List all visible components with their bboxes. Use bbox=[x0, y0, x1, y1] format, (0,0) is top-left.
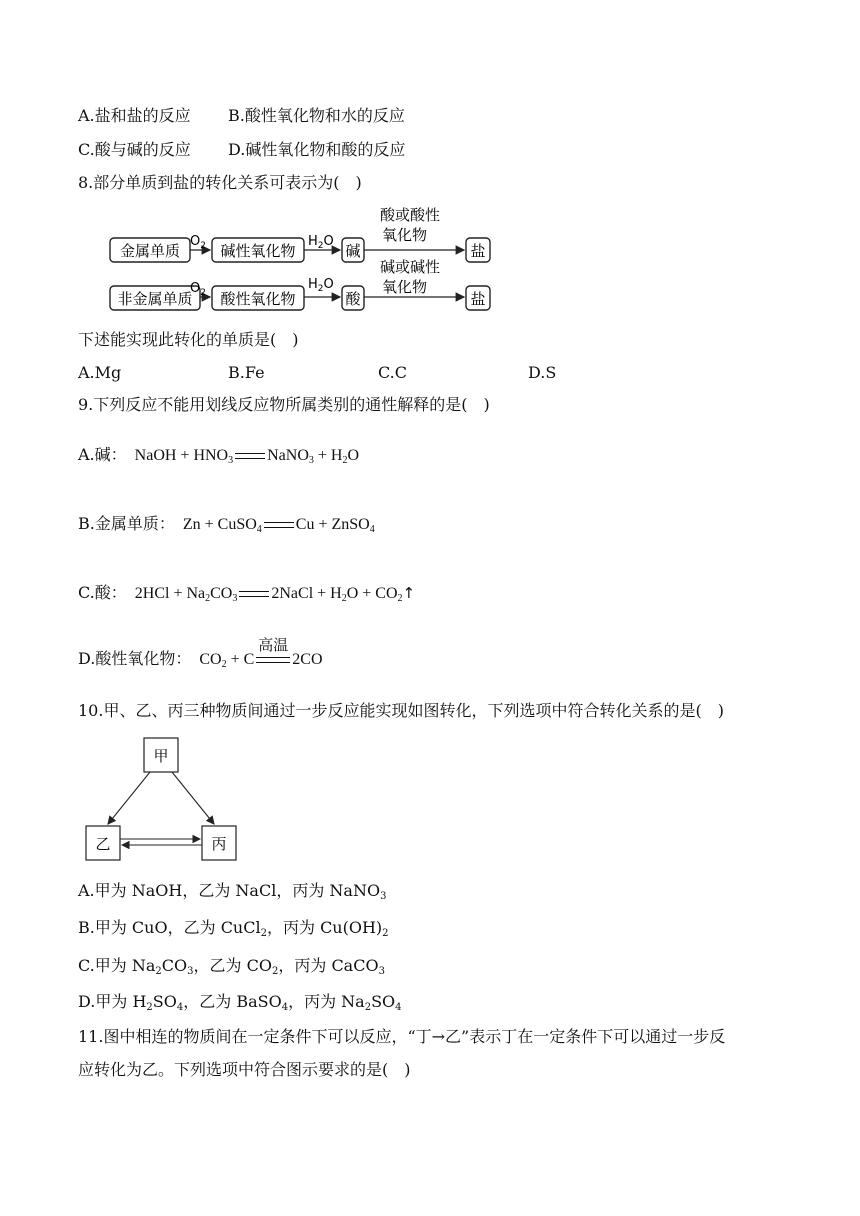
acid-label: 酸 bbox=[345, 290, 361, 308]
equals-sign bbox=[239, 591, 269, 597]
label-bing: 丙 bbox=[211, 835, 227, 853]
q7-option-a: A.盐和盐的反应 bbox=[78, 106, 191, 125]
q8-option-d: D.S bbox=[528, 363, 557, 382]
gas-up-arrow-icon: ↑ bbox=[402, 584, 416, 602]
label-jia: 甲 bbox=[153, 747, 169, 765]
q8-option-b: B.Fe bbox=[228, 363, 265, 382]
salt-label-1: 盐 bbox=[470, 242, 486, 260]
q8-option-c: C.C bbox=[378, 363, 407, 382]
q7-option-d: D.碱性氧化物和酸的反应 bbox=[228, 140, 406, 159]
q8-stem: 8.部分单质到盐的转化关系可表示为( ) bbox=[78, 173, 362, 192]
acidic-oxide-label: 酸性氧化物 bbox=[220, 290, 296, 308]
equals-sign bbox=[235, 453, 265, 459]
label-yi: 乙 bbox=[95, 835, 111, 853]
nonmetal-element-label: 非金属单质 bbox=[117, 290, 193, 308]
q10-stem: 10.甲、乙、丙三种物质间通过一步反应能实现如图转化，下列选项中符合转化关系的是( ) bbox=[78, 701, 724, 720]
condition-equals-sign: 高温 bbox=[256, 657, 290, 663]
basic-oxide-label: 碱性氧化物 bbox=[220, 242, 296, 260]
svg-text:H2O: $H_2O$ bbox=[308, 234, 334, 251]
reagent-1-line1: 酸或酸性 bbox=[380, 206, 441, 224]
q11-stem-line1: 11.图中相连的物质间在一定条件下可以反应，“丁→乙”表示丁在一定条件下可以通过一步反 bbox=[78, 1027, 726, 1046]
q9-option-d: D.酸性氧化物： $CO_2 + C$ 高温 2CO bbox=[78, 638, 323, 670]
q8-question: 下述能实现此转化的单质是( ) bbox=[78, 330, 299, 349]
q11-stem-line2: 应转化为乙。下列选项中符合图示要求的是( ) bbox=[78, 1060, 411, 1079]
q10-option-b: B.甲为 CuO，乙为 CuCl$_2$，丙为 $Cu(OH)_2$ bbox=[78, 918, 389, 939]
metal-element-label: 金属单质 bbox=[119, 242, 181, 260]
q10-option-d: D.甲为 $H_2SO_4$，乙为 BaSO$_4$，丙为 $Na_2SO_4$ bbox=[78, 992, 402, 1013]
q9-option-a: A.碱： NaOH + $HNO_3$ NaNO$_3$ + $H_2O$ bbox=[78, 445, 360, 466]
base-label: 碱 bbox=[345, 242, 361, 260]
q10-option-a: A.甲为 NaOH，乙为 NaCl，丙为 NaNO$_3$ bbox=[78, 881, 387, 902]
svg-text:H2O: $H_2O$ bbox=[308, 277, 334, 294]
q8-option-a: A.Mg bbox=[78, 363, 122, 382]
reagent-1-line2: 氧化物 bbox=[382, 226, 428, 244]
equals-sign bbox=[264, 522, 294, 528]
q9-option-b: B.金属单质： Zn + CuSO$_4$ Cu + ZnSO$_4$ bbox=[78, 514, 375, 535]
q7-option-b: B.酸性氧化物和水的反应 bbox=[228, 106, 405, 125]
q9-stem: 9.下列反应不能用划线反应物所属类别的通性解释的是( ) bbox=[78, 395, 490, 414]
salt-label-2: 盐 bbox=[470, 290, 486, 308]
reagent-2-line2: 氧化物 bbox=[382, 278, 428, 296]
q10-option-c: C.甲为 $Na_2CO_3$，乙为 $CO_2$，丙为 CaCO$_3$ bbox=[78, 956, 385, 977]
q7-option-c: C.酸与碱的反应 bbox=[78, 140, 191, 159]
q9-option-c: C.酸： $2HCl + Na_2CO_3$ 2NaCl + $H_2O$ + $CO_2↑$ bbox=[78, 583, 416, 604]
svg-text:O2: $O_2$ bbox=[190, 234, 206, 251]
q10-triangle-diagram bbox=[80, 734, 242, 866]
q8-conversion-diagram bbox=[108, 200, 498, 320]
reagent-2-line1: 碱或碱性 bbox=[380, 258, 441, 276]
svg-text:O2: $O_2$ bbox=[190, 281, 206, 298]
